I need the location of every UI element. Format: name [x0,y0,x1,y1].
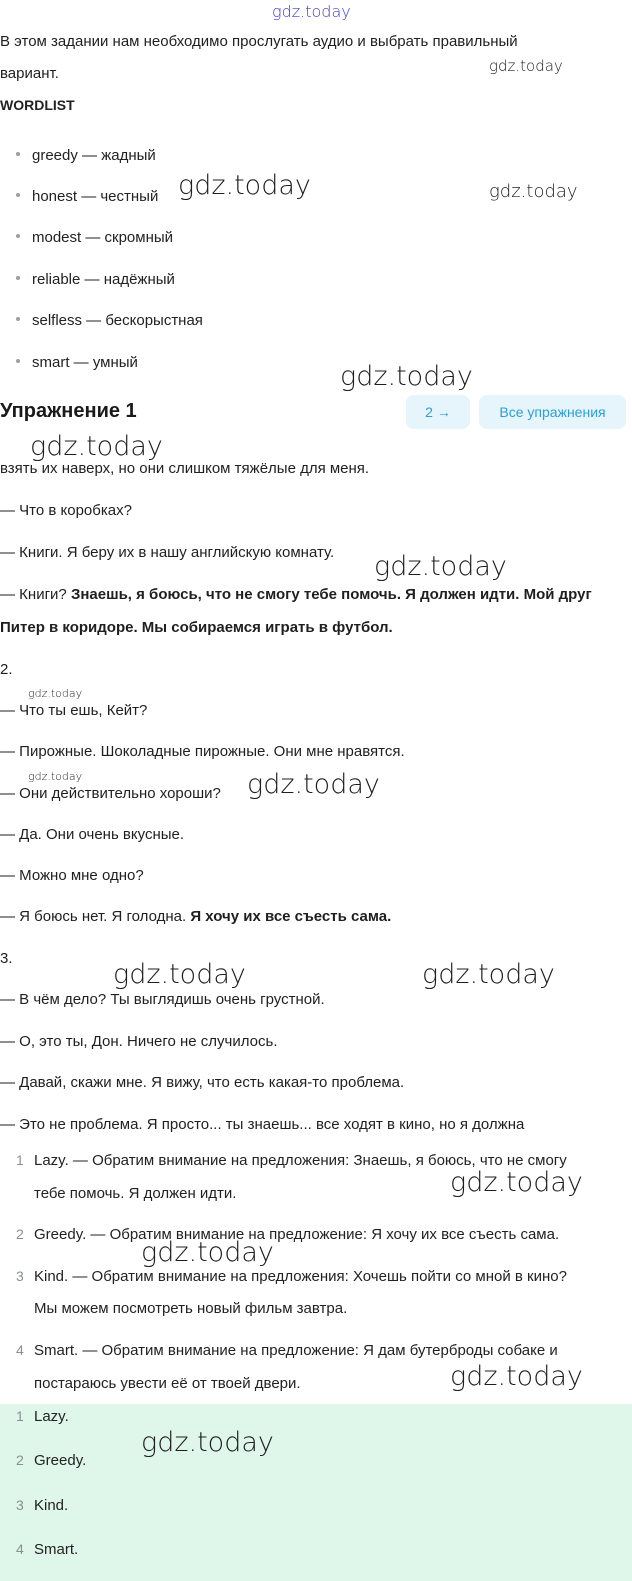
explanation-text: Lazy. — Обратим внимание на предложения: Знаешь, я боюсь, что не смогу [34,1152,567,1169]
wordlist-item [16,188,158,205]
watermark: gdz.today [28,687,83,700]
watermark: gdz.today [450,1361,583,1392]
answers-box [0,1404,632,1581]
wordlist-item-text: greedy — жадный [32,147,156,164]
answer-text: Greedy. [34,1452,87,1469]
text-line: — Книги. Я беру их в нашу английскую комнату. [0,544,335,561]
explanation-text: Smart. — Обратим внимание на предложение: Я дам бутерброды собаке и [34,1342,558,1359]
watermark: gdz.today [178,170,311,201]
explanation-item [16,1152,567,1169]
answer-text: Lazy. [34,1408,69,1425]
watermark: gdz.today [340,361,473,392]
text-line: взять их наверх, но они слишком тяжёлые для меня. [0,460,370,477]
watermark: gdz.today [450,1167,583,1198]
text-line: — Что в коробках? [0,502,132,519]
explanation-text-cont: Мы можем посмотреть новый фильм завтра. [34,1300,348,1317]
text-line: — Можно мне одно? [0,867,144,884]
text-bold-segment: Знаешь, я боюсь, что не смогу тебе помочь. Я должен идти. Мой друг [70,586,592,603]
text-line: — Что ты ешь, Кейт? [0,702,148,719]
bullet-dot-icon [16,276,20,280]
watermark: gdz.today [28,770,83,783]
text-line: — В чём дело? Ты выглядишь очень грустной. [0,991,325,1008]
watermark: gdz.today [374,551,507,582]
explanation-number: 2 [16,1226,24,1242]
watermark: gdz.today [141,1427,274,1458]
text-line [0,586,592,603]
answer-number: 1 [16,1408,24,1424]
text-segment: — Книги? [0,586,71,603]
answer-text: Smart. [34,1541,79,1558]
explanation-number: 3 [16,1268,24,1284]
section-number: 3. [0,950,13,967]
wordlist-item [16,229,173,246]
wordlist-item [16,312,203,329]
watermark: gdz.today [422,959,555,990]
wordlist-item [16,147,156,164]
bullet-dot-icon [16,234,20,238]
answer-text: Kind. [34,1497,69,1514]
watermark: gdz.today [113,959,246,990]
answer-item [16,1497,68,1514]
explanation-number: 1 [16,1152,24,1168]
explanation-number: 4 [16,1342,24,1358]
wordlist-item-text: reliable — надёжный [32,271,175,288]
explanation-text-cont: постараюсь увести её от твоей двери. [34,1375,301,1392]
text-line-bold: Питер в коридоре. Мы собираемся играть в футбол. [0,619,393,636]
wordlist-title: WORDLIST [0,97,75,113]
bullet-dot-icon [16,193,20,197]
answer-number: 4 [16,1541,24,1557]
wordlist-item-text: smart — умный [32,354,138,371]
answer-number: 3 [16,1497,24,1513]
bullet-dot-icon [16,317,20,321]
explanation-text-cont: тебе помочь. Я должен идти. [34,1185,237,1202]
intro-line-1: В этом задании нам необходимо прослугать аудио и выбрать правильный [0,33,518,50]
answer-number: 2 [16,1452,24,1468]
bullet-dot-icon [16,152,20,156]
watermark: gdz.today [247,769,380,800]
bullet-dot-icon [16,359,20,363]
watermark: gdz.today [489,181,578,202]
watermark: gdz.today [30,431,163,462]
text-line: — Это не проблема. Я просто... ты знаешь... все ходят в кино, но я должна [0,1116,525,1133]
wordlist-item [16,354,138,371]
explanation-item [16,1226,559,1243]
wordlist-item-text: honest — честный [32,188,159,205]
text-line: — Пирожные. Шоколадные пирожные. Они мне нравятся. [0,743,405,760]
text-line: — Да. Они очень вкусные. [0,826,185,843]
text-line: — Они действительно хороши? [0,785,221,802]
wordlist-item [16,271,175,288]
intro-line-2: вариант. [0,65,59,82]
next-exercise-button[interactable]: 2 → [406,395,470,429]
text-bold-segment: Я хочу их все съесть сама. [190,908,392,925]
wordlist-item-text: modest — скромный [32,229,174,246]
text-line: — О, это ты, Дон. Ничего не случилось. [0,1033,278,1050]
wordlist-item-text: selfless — бескорыстная [32,312,203,329]
watermark: gdz.today [489,57,563,75]
explanation-text: Greedy. — Обратим внимание на предложение: Я хочу их все съесть сама. [34,1226,560,1243]
explanation-item [16,1268,567,1285]
explanation-text: Kind. — Обратим внимание на предложения: Хочешь пойти со мной в кино? [34,1268,567,1285]
watermark: gdz.today [141,1237,274,1268]
watermark: gdz.today [272,2,351,21]
all-exercises-button[interactable]: Все упражнения [479,395,626,429]
text-line [0,908,391,925]
answer-item [16,1452,86,1469]
exercise-title: Упражнение 1 [0,400,137,422]
text-segment: — Я боюсь нет. Я голодна. [0,908,191,925]
answer-item [16,1541,78,1558]
answer-item [16,1408,69,1425]
explanation-item [16,1342,558,1359]
text-line: — Давай, скажи мне. Я вижу, что есть какая-то проблема. [0,1074,405,1091]
section-number: 2. [0,661,13,678]
